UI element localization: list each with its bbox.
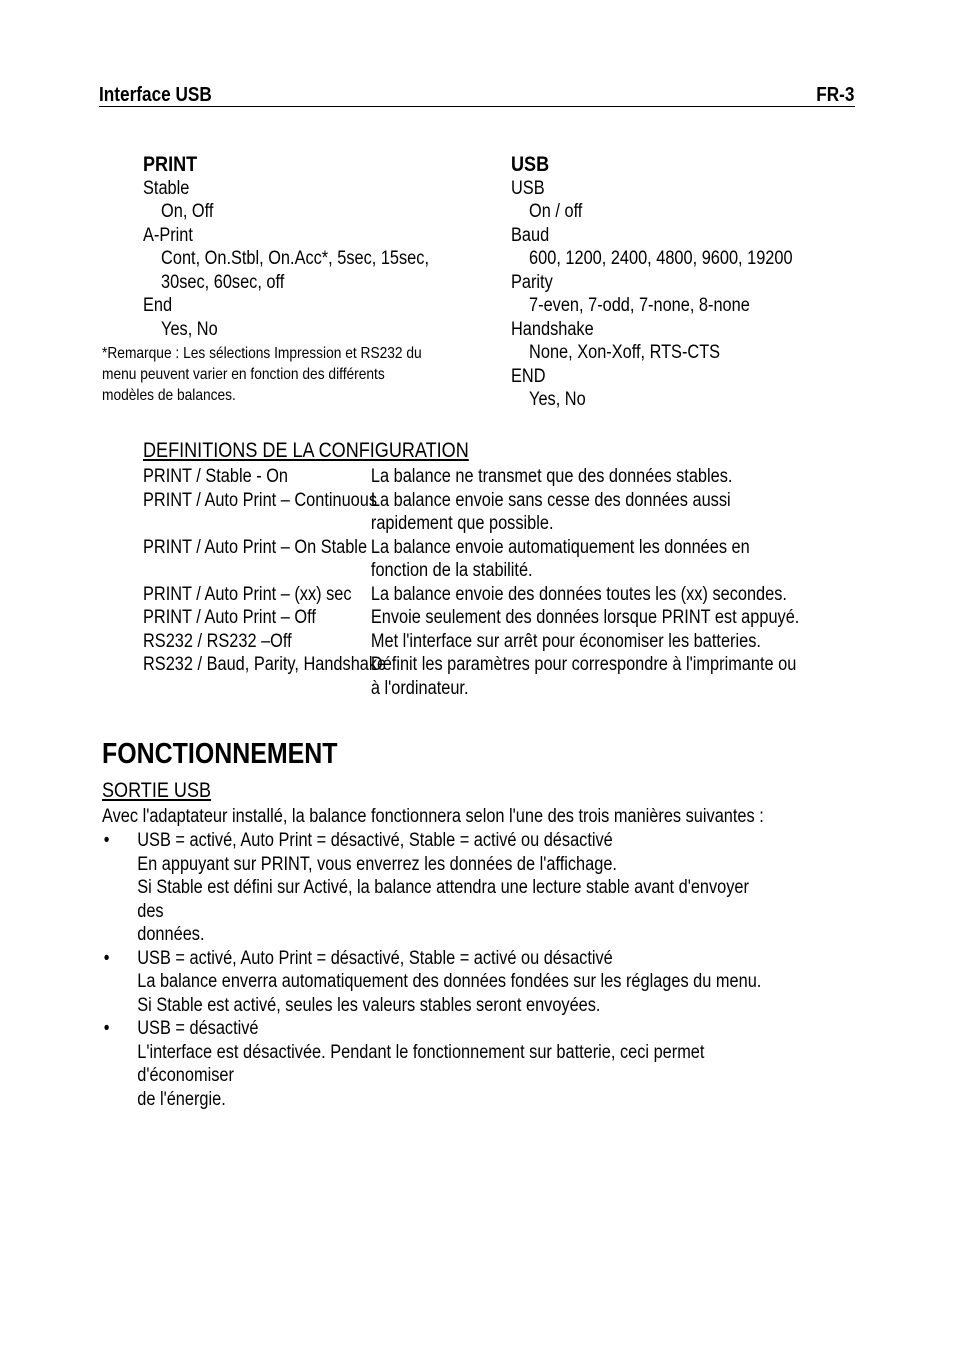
- definition-line: à l'ordinateur.: [370, 677, 469, 699]
- print-menu-line: Cont, On.Stbl, On.Acc*, 5sec, 15sec,: [161, 248, 429, 269]
- definition-line: Envoie seulement des données lorsque PRINT est appuyé.: [370, 607, 800, 628]
- operation-intro-text: Avec l'adaptateur installé, la balance fonctionnera selon l'une des trois manières suivantes :: [102, 806, 764, 827]
- header-right-text: FR-3: [815, 84, 854, 106]
- bullet-dot: •: [103, 947, 110, 969]
- usb-menu-line: END: [511, 365, 546, 387]
- usb-menu-line: USB: [511, 177, 545, 199]
- bullet-item: [102, 829, 765, 947]
- bullet-item: [102, 947, 765, 1018]
- usb-menu: [511, 153, 838, 412]
- bullet-text: [137, 947, 765, 1018]
- definition-text: [370, 630, 761, 654]
- header-left-text: Interface USB: [99, 84, 212, 106]
- print-menu-line: 30sec, 60sec, off: [161, 271, 285, 293]
- print-menu-title: PRINT: [143, 153, 198, 176]
- definition-line: rapidement que possible.: [370, 513, 554, 534]
- bullet-item: [102, 1017, 765, 1111]
- definition-text: [370, 606, 800, 630]
- bullet-line: Si Stable est activé, seules les valeurs stables seront envoyées.: [137, 994, 601, 1016]
- operation-bullet-list: [102, 829, 873, 1111]
- print-menu-line: End: [143, 295, 173, 316]
- definition-text: [370, 583, 787, 607]
- definition-row: [143, 583, 787, 607]
- remark-line: *Remarque : Les sélections Impression et RS232 du: [102, 345, 422, 362]
- definition-line: La balance envoie automatiquement les données en: [370, 536, 750, 558]
- bullet-dot: •: [103, 830, 110, 851]
- usb-menu-line: Parity: [511, 271, 553, 293]
- usb-menu-line: On / off: [529, 201, 583, 222]
- bullet-line: L'interface est désactivée. Pendant le fonctionnement sur batterie, ceci permet d'économiser: [137, 1041, 705, 1086]
- definition-line: La balance envoie des données toutes les (xx) secondes.: [370, 583, 787, 605]
- header-section-title: [99, 84, 230, 107]
- usb-menu-line: 7-even, 7-odd, 7-none, 8-none: [529, 295, 750, 316]
- print-menu-line: On, Off: [161, 201, 214, 222]
- definition-text: [371, 489, 758, 536]
- bullet-line: USB = activé, Auto Print = désactivé, Stable = activé ou désactivé: [137, 830, 613, 851]
- definition-term: PRINT / Auto Print – Off: [143, 607, 316, 628]
- definition-line: La balance ne transmet que des données stables.: [370, 466, 733, 487]
- definitions-table: [143, 465, 858, 700]
- definition-term: PRINT / Auto Print – On Stable: [143, 536, 368, 558]
- definition-term: PRINT / Stable - On: [143, 466, 289, 487]
- remark-line: modèles de balances.: [102, 387, 236, 404]
- definitions-rows: [143, 465, 800, 700]
- definition-row: [143, 489, 758, 536]
- bullet-line: La balance enverra automatiquement des données fondées sur les réglages du menu.: [137, 971, 762, 992]
- remark-line: menu peuvent varier en fonction des différents: [102, 366, 385, 383]
- definition-term: PRINT / Auto Print – (xx) sec: [143, 583, 352, 605]
- definition-text: [371, 536, 758, 583]
- header-rule: [99, 106, 855, 107]
- bullet-text: [137, 1017, 765, 1111]
- usb-menu-line: 600, 1200, 2400, 4800, 9600, 19200: [529, 248, 793, 269]
- definition-term: RS232 / RS232 –Off: [143, 630, 292, 652]
- print-menu: [143, 153, 476, 341]
- operation-heading-text: FONCTIONNEMENT: [102, 738, 338, 770]
- definition-row: [143, 536, 758, 583]
- definition-line: La balance envoie sans cesse des données aussi: [370, 489, 731, 511]
- definition-term: PRINT / Auto Print – Continuous: [143, 489, 378, 511]
- header-page-number: [810, 84, 854, 107]
- usb-menu-title: USB: [511, 153, 550, 176]
- remark-note: [102, 343, 474, 406]
- usb-output-subheading: [102, 779, 229, 803]
- bullet-line: USB = activé, Auto Print = désactivé, Stable = activé ou désactivé: [137, 947, 613, 969]
- bullet-line: USB = désactivé: [137, 1018, 259, 1039]
- definition-term: RS232 / Baud, Parity, Handshake: [143, 654, 387, 675]
- operation-intro: [102, 805, 871, 829]
- bullet-line: données.: [137, 924, 205, 945]
- usb-menu-line: Handshake: [511, 318, 594, 340]
- definitions-title: [143, 439, 522, 463]
- definition-row: [143, 606, 800, 630]
- definition-row: [143, 465, 758, 489]
- usb-menu-content: [511, 153, 793, 412]
- definition-line: Définit les paramètres pour correspondre à l'imprimante ou: [370, 654, 797, 675]
- definition-row: [143, 653, 797, 700]
- usb-menu-line: None, Xon-Xoff, RTS-CTS: [529, 342, 721, 363]
- bullet-line: Si Stable est défini sur Activé, la balance attendra une lecture stable avant d'envoyer des: [137, 877, 749, 922]
- usb-output-subheading-text: SORTIE USB: [102, 779, 212, 802]
- bullet-text: [137, 829, 765, 947]
- usb-menu-line: Yes, No: [529, 389, 586, 410]
- bullet-dot: •: [103, 1018, 110, 1039]
- print-menu-line: Yes, No: [161, 318, 218, 340]
- operation-heading: [102, 738, 376, 771]
- operation-bullets: [102, 829, 765, 1111]
- print-menu-content: [143, 153, 429, 341]
- definition-row: [143, 630, 761, 654]
- bullet-line: de l'énergie.: [137, 1088, 226, 1110]
- definition-text: [371, 465, 758, 489]
- remark-content: [102, 343, 422, 406]
- definitions-title-text: DEFINITIONS DE LA CONFIGURATION: [143, 439, 469, 462]
- print-menu-line: Stable: [143, 177, 190, 199]
- print-menu-line: A-Print: [143, 224, 193, 246]
- definition-text: [370, 653, 797, 700]
- bullet-line: En appuyant sur PRINT, vous enverrez les données de l'affichage.: [137, 853, 617, 875]
- usb-menu-line: Baud: [511, 224, 550, 246]
- definition-line: fonction de la stabilité.: [370, 560, 533, 581]
- definition-line: Met l'interface sur arrêt pour économiser les batteries.: [370, 630, 761, 652]
